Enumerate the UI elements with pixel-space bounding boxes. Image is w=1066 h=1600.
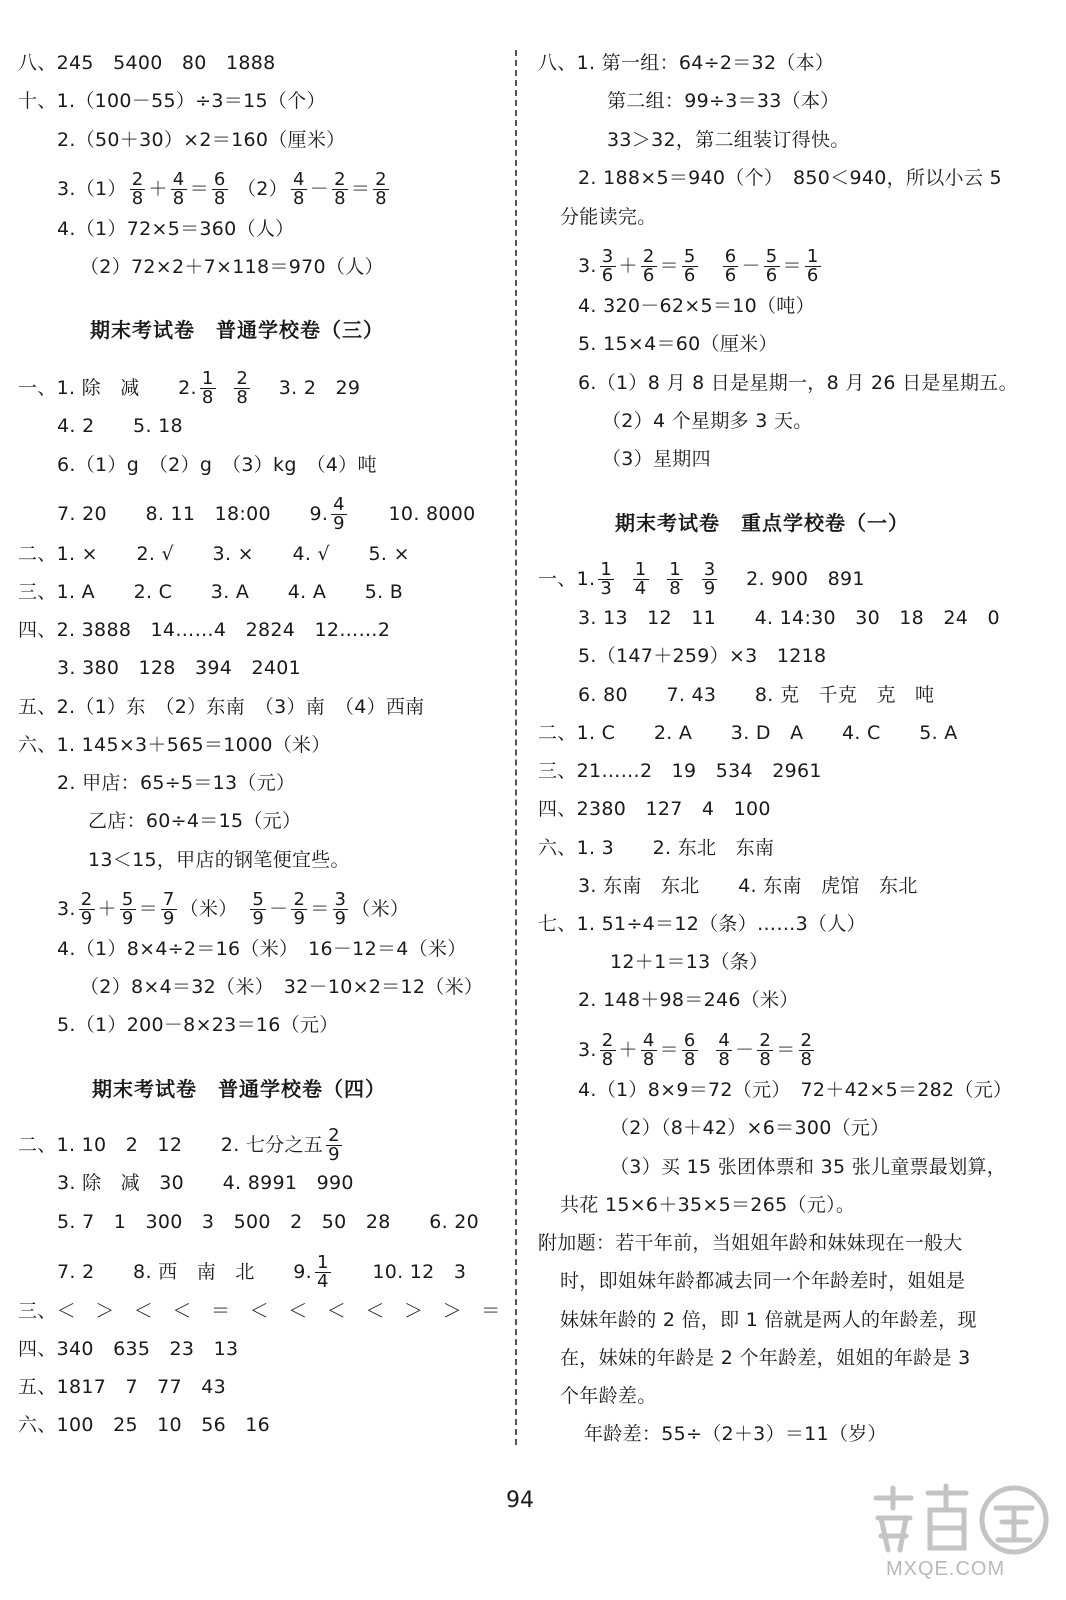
answer-line: 2. 148＋98＝246（米） — [578, 989, 799, 1011]
fraction-answer-line: 3. $\frac{2}{9}$ ＋ $\frac{5}{9}$ ＝ $\frac{7}{9}$ （米） $\frac{5}{9}$ － $\frac{2}{9}$ ＝ $\frac{3}{9}$ （米） — [57, 889, 410, 929]
fraction: $\frac{2}{6}$ — [642, 246, 655, 286]
answer-line: 六、1. 3 2. 东北 东南 — [538, 837, 775, 859]
answer-line: 五、1817 7 77 43 — [18, 1376, 226, 1398]
answer-line: 分能读完。 — [560, 206, 657, 228]
answer-line: 四、2380 127 4 100 — [538, 798, 771, 820]
answer-line: 个年龄差。 — [560, 1385, 657, 1407]
answer-line: 6.（1）8 月 8 日是星期一，8 月 26 日是星期五。 — [578, 372, 1018, 394]
fraction-answer-line: 一、1. 除 减 2. $\frac{1}{8}$ $\frac{2}{8}$ 3. 2 29 — [18, 368, 361, 408]
answer-line: 附加题：若干年前，当姐姐年龄和妹妹现在一般大 — [538, 1232, 963, 1254]
answer-line: 七、1. 51÷4＝12（条）……3（人） — [538, 913, 866, 935]
fraction: $\frac{2}{8}$ — [601, 1030, 614, 1070]
answer-line: 5.（147＋259）×3 1218 — [578, 645, 827, 667]
fraction: $\frac{2}{9}$ — [80, 889, 93, 929]
answer-line: （2）8×4＝32（米） 32－10×2＝12（米） — [80, 976, 484, 998]
section-heading: 期末考试卷 普通学校卷（四） — [92, 1077, 386, 1101]
fraction: $\frac{6}{6}$ — [724, 246, 737, 286]
fraction: $\frac{2}{8}$ — [131, 169, 144, 209]
answer-line: 三、1. A 2. C 3. A 4. A 5. B — [18, 581, 404, 603]
fraction: $\frac{4}{8}$ — [172, 169, 185, 209]
fraction-answer-line: 3. $\frac{2}{8}$ ＋ $\frac{4}{8}$ ＝ $\frac{6}{8}$ $\frac{4}{8}$ － $\frac{2}{8}$ ＝ $\frac{2}{8}$ — [578, 1030, 813, 1070]
column-divider — [515, 50, 517, 1445]
fraction: $\frac{3}{6}$ — [601, 246, 614, 286]
fraction: $\frac{1}{6}$ — [806, 246, 819, 286]
answer-line: 四、2. 3888 14……4 2824 12……2 — [18, 619, 391, 641]
answer-line: 八、1. 第一组：64÷2＝32（本） — [538, 52, 835, 74]
fraction: $\frac{2}{8}$ — [236, 368, 249, 408]
fraction-answer-line: 二、1. 10 2 12 2. 七分之五 $\frac{2}{9}$ — [18, 1125, 340, 1165]
answer-line: （2）72×2＋7×118＝970（人） — [80, 256, 384, 278]
fraction: $\frac{2}{8}$ — [334, 169, 346, 209]
fraction: $\frac{5}{6}$ — [683, 246, 696, 286]
fraction: $\frac{2}{9}$ — [328, 1125, 340, 1165]
answer-line: （3）买 15 张团体票和 35 张儿童票最划算， — [610, 1156, 1007, 1178]
answer-line: （2）4 个星期多 3 天。 — [602, 410, 813, 432]
watermark — [866, 1478, 1056, 1588]
fraction-answer-line: 3.（1） $\frac{2}{8}$ ＋ $\frac{4}{8}$ ＝ $\frac{6}{8}$ （2） $\frac{4}{8}$ － $\frac{2}{8}$ ＝ $\frac{2}{8}$ — [57, 169, 387, 209]
answer-line: 3. 380 128 394 2401 — [57, 657, 302, 679]
fraction: $\frac{4}{8}$ — [642, 1030, 655, 1070]
answer-line: 二、1. × 2. √ 3. × 4. √ 5. × — [18, 543, 410, 565]
answer-line: 5.（1）200－8×23＝16（元） — [57, 1014, 339, 1036]
answer-line: 4.（1）8×4÷2＝16（米） 16－12＝4（米） — [57, 938, 467, 960]
answer-line: 5. 7 1 300 3 500 2 50 28 6. 20 — [57, 1211, 480, 1233]
fraction: $\frac{1}{4}$ — [316, 1252, 329, 1292]
answer-line: 6. 80 7. 43 8. 克 千克 克 吨 — [578, 684, 935, 706]
fraction: $\frac{1}{8}$ — [201, 368, 214, 408]
page-number: 94 — [506, 1488, 534, 1513]
answer-line: 五、2.（1）东 （2）东南 （3）南 （4）西南 — [18, 696, 425, 718]
fraction: $\frac{4}{8}$ — [292, 169, 305, 209]
answer-line: 年龄差：55÷（2＋3）＝11（岁） — [584, 1423, 887, 1445]
answer-line: 三、＜ ＞ ＜ ＜ ＝ ＜ ＜ ＜ ＜ ＞ ＞ ＝ — [18, 1300, 501, 1322]
answer-line: 3. 13 12 11 4. 14:30 30 18 24 0 — [578, 607, 1000, 629]
answer-line: 六、100 25 10 56 16 — [18, 1414, 271, 1436]
answer-line: 4. 320－62×5＝10（吨） — [578, 295, 815, 317]
watermark-text: MXQE.COM — [886, 1558, 1006, 1580]
fraction-answer-line: 7. 2 8. 西 南 北 9. $\frac{1}{4}$ 10. 12 3 — [57, 1252, 467, 1292]
fraction: $\frac{2}{8}$ — [800, 1030, 813, 1070]
fraction: $\frac{2}{8}$ — [759, 1030, 772, 1070]
answer-line: 2. 188×5＝940（个） 850＜940，所以小云 5 — [578, 167, 1002, 189]
fraction: $\frac{3}{9}$ — [334, 889, 347, 929]
fraction-answer-line: 一、1. $\frac{1}{3}$ $\frac{1}{4}$ $\frac{1}{8}$ $\frac{3}{9}$ 2. 900 891 — [538, 559, 865, 599]
answer-line: （3）星期四 — [602, 448, 711, 470]
section-heading: 期末考试卷 普通学校卷（三） — [90, 318, 384, 342]
answer-line: 四、340 635 23 13 — [18, 1338, 239, 1360]
fraction-answer-line: 7. 20 8. 11 18:00 9. $\frac{4}{9}$ 10. 8000 — [57, 494, 476, 534]
answer-line: 6.（1）g （2）g （3）kg （4）吨 — [57, 454, 377, 476]
answer-line: 共花 15×6＋35×5＝265（元）。 — [560, 1194, 856, 1216]
watermark-logo-icon — [866, 1478, 1056, 1558]
answer-line: 在，妹妹的年龄是 2 个年龄差，姐姐的年龄是 3 — [560, 1347, 971, 1369]
answer-line: 六、1. 145×3＋565＝1000（米） — [18, 734, 331, 756]
answer-line: 3. 东南 东北 4. 东南 虎馆 东北 — [578, 875, 918, 897]
answer-line: 乙店：60÷4＝15（元） — [88, 810, 302, 832]
answer-line: 33＞32，第二组装订得快。 — [607, 129, 850, 151]
fraction: $\frac{6}{8}$ — [683, 1030, 696, 1070]
answer-line: 第二组：99÷3＝33（本） — [607, 90, 840, 112]
answer-line: 13＜15，甲店的钢笔便宜些。 — [88, 849, 350, 871]
fraction: $\frac{4}{8}$ — [718, 1030, 731, 1070]
answer-line: 2. 甲店：65÷5＝13（元） — [57, 772, 296, 794]
answer-line: 时，即姐妹年龄都减去同一个年龄差时，姐姐是 — [560, 1270, 966, 1292]
section-heading: 期末考试卷 重点学校卷（一） — [615, 511, 909, 535]
fraction: $\frac{4}{9}$ — [333, 494, 345, 534]
answer-line: 二、1. C 2. A 3. D A 4. C 5. A — [538, 722, 958, 744]
answer-line: （2）（8＋42）×6＝300（元） — [610, 1117, 890, 1139]
fraction: $\frac{7}{9}$ — [162, 889, 175, 929]
fraction: $\frac{5}{9}$ — [121, 889, 134, 929]
fraction: $\frac{3}{9}$ — [703, 559, 716, 599]
fraction: $\frac{5}{6}$ — [765, 246, 778, 286]
fraction: $\frac{2}{9}$ — [293, 889, 306, 929]
fraction: $\frac{1}{4}$ — [634, 559, 647, 599]
fraction: $\frac{1}{8}$ — [669, 559, 681, 599]
fraction-answer-line: 3. $\frac{3}{6}$ ＋ $\frac{2}{6}$ ＝ $\frac{5}{6}$ $\frac{6}{6}$ － $\frac{5}{6}$ ＝ $\frac{1}{6}$ — [578, 246, 819, 286]
answer-line: 4. 2 5. 18 — [57, 415, 183, 437]
fraction: $\frac{1}{3}$ — [600, 559, 613, 599]
answer-line: 4.（1）8×9＝72（元） 72＋42×5＝282（元） — [578, 1079, 1013, 1101]
answer-line: 妹妹年龄的 2 倍，即 1 倍就是两人的年龄差，现 — [560, 1309, 977, 1331]
answer-line: 4.（1）72×5＝360（人） — [57, 218, 295, 240]
fraction: $\frac{2}{8}$ — [375, 169, 387, 209]
answer-line: 5. 15×4＝60（厘米） — [578, 333, 778, 355]
answer-line: 12＋1＝13（条） — [610, 951, 769, 973]
answer-line: 三、21……2 19 534 2961 — [538, 760, 822, 782]
fraction: $\frac{5}{9}$ — [252, 889, 265, 929]
fraction: $\frac{6}{8}$ — [213, 169, 226, 209]
answer-line: 十、1.（100－55）÷3＝15（个） — [18, 90, 326, 112]
answer-line: 2.（50＋30）×2＝160（厘米） — [57, 129, 346, 151]
answer-line: 3. 除 减 30 4. 8991 990 — [57, 1172, 354, 1194]
answer-line: 八、245 5400 80 1888 — [18, 52, 276, 74]
